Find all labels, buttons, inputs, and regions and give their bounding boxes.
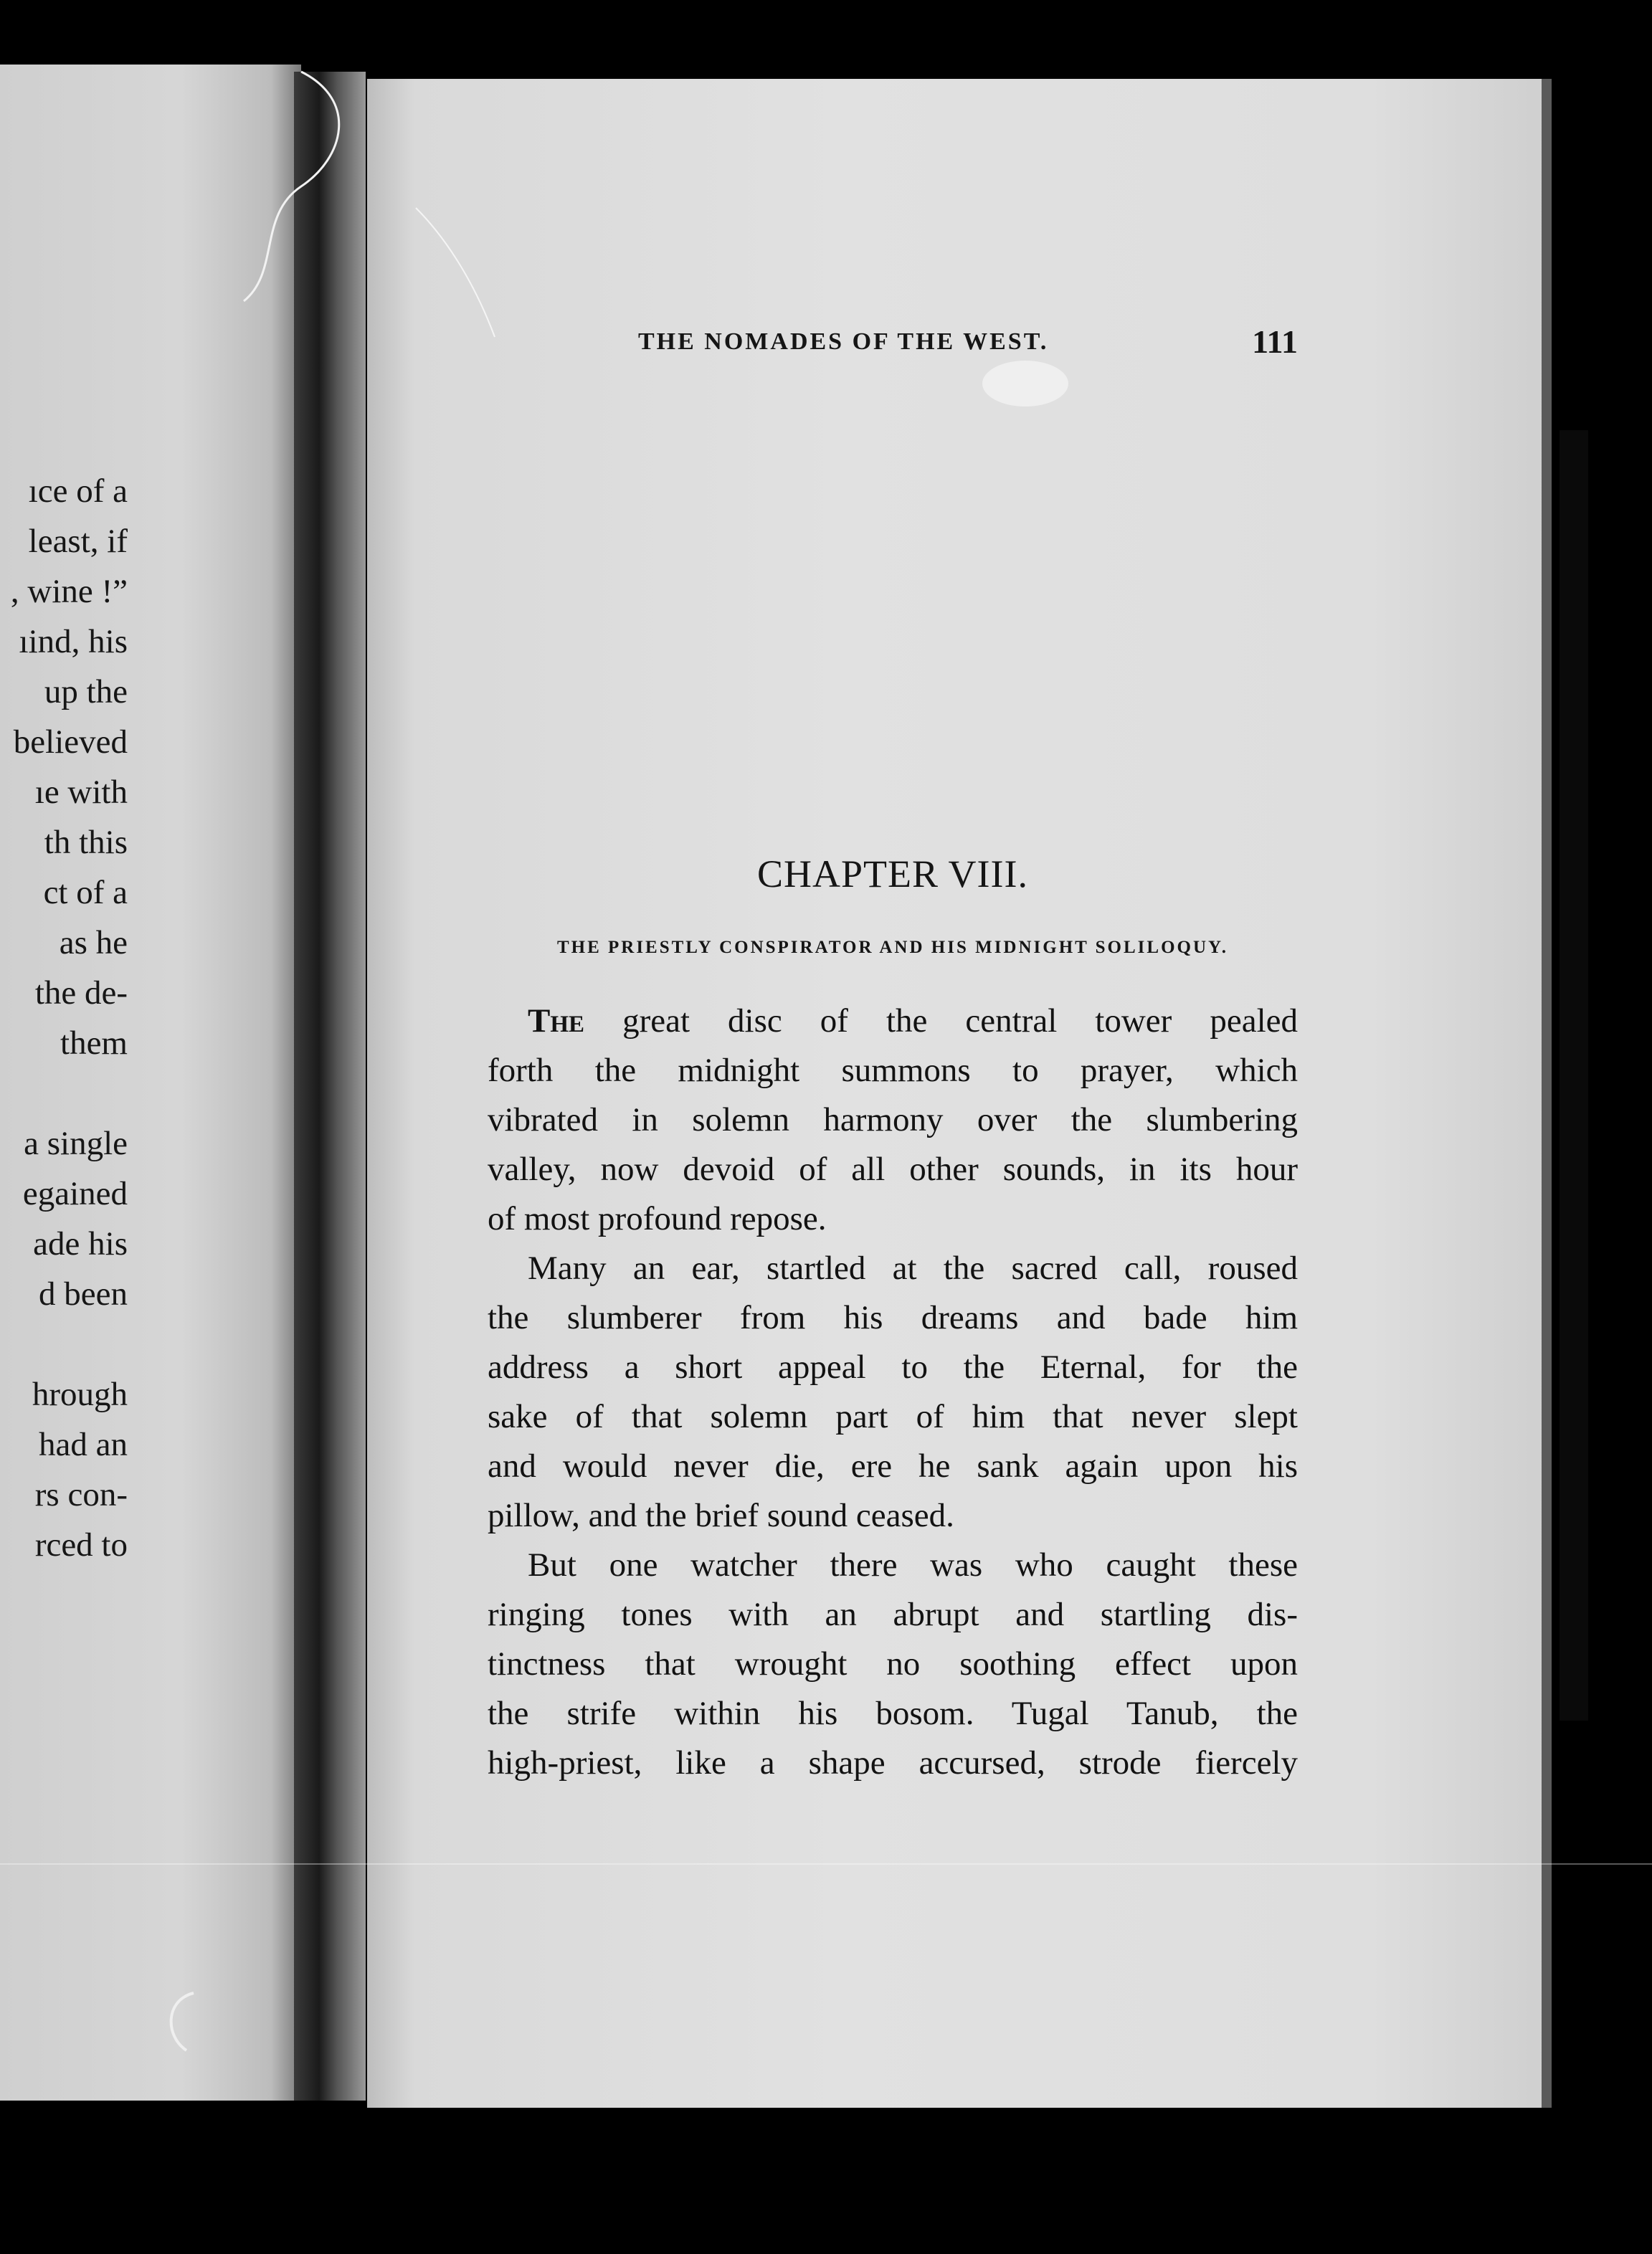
text-line: forth the midnight summons to prayer, which — [488, 1052, 1298, 1089]
running-title: THE NOMADES OF THE WEST. — [638, 328, 1049, 355]
left-line: ade his — [33, 1225, 128, 1262]
left-line: hrough — [32, 1376, 128, 1413]
text-line: of most profound repose. — [488, 1200, 827, 1237]
left-line: as he — [59, 924, 128, 961]
left-line: ıind, his — [19, 623, 128, 660]
text-line: high-priest, like a shape accursed, strode fiercely — [488, 1744, 1298, 1782]
chapter-subtitle: THE PRIESTLY CONSPIRATOR AND HIS MIDNIGHT SOLILOQUY. — [556, 938, 1229, 957]
left-line: them — [60, 1024, 128, 1062]
left-line: th this — [44, 824, 128, 861]
left-line-gap — [0, 1319, 128, 1369]
left-line: had an — [39, 1426, 128, 1463]
text-line: ringing tones with an abrupt and startling dis- — [488, 1596, 1298, 1633]
text-line — [488, 997, 1298, 1046]
left-line: egained — [22, 1175, 128, 1212]
paragraph — [488, 1244, 1298, 1541]
text-line: vibrated in solemn harmony over the slumbering — [488, 1101, 1298, 1138]
left-line: ct of a — [43, 874, 128, 911]
text-line: address a short appeal to the Eternal, for the — [488, 1349, 1298, 1386]
text-line: sake of that solemn part of him that never slept — [488, 1398, 1298, 1435]
text-line: the slumberer from his dreams and bade him — [488, 1299, 1298, 1336]
page-number: 111 — [1252, 323, 1298, 360]
left-line: , wine !” — [10, 573, 128, 610]
paragraph — [488, 1541, 1298, 1788]
paragraph — [488, 997, 1298, 1244]
page-edge-shadow — [1542, 79, 1552, 2108]
left-facing-page — [0, 65, 301, 2101]
left-line-gap — [0, 1068, 128, 1118]
left-page-text — [0, 466, 128, 1570]
left-line: rs con- — [34, 1476, 128, 1513]
text-line: the strife within his bosom. Tugal Tanub, the — [488, 1695, 1298, 1732]
text-line: and would never die, ere he sank again upon his — [488, 1447, 1298, 1485]
text-line: valley, now devoid of all other sounds, in its hour — [488, 1151, 1298, 1188]
left-line: believed — [13, 723, 128, 761]
text-line: But one watcher there was who caught these — [528, 1546, 1298, 1584]
book-gutter — [294, 72, 366, 2101]
chapter-title: CHAPTER VIII. — [756, 852, 1028, 895]
chapter-body — [488, 997, 1298, 1788]
drop-lead-word: The — [528, 1002, 585, 1040]
left-line: least, if — [28, 523, 128, 560]
left-line: the de- — [34, 974, 128, 1012]
edge-shadow — [1560, 430, 1588, 1721]
left-line: rced to — [34, 1526, 128, 1564]
left-line: d been — [39, 1275, 128, 1313]
text-line: pillow, and the brief sound ceased. — [488, 1497, 954, 1534]
text-line-rest: great disc of the central tower pealed — [584, 1002, 1298, 1040]
left-line: up the — [44, 673, 128, 710]
left-line: ıce of a — [28, 472, 128, 510]
text-line: tinctness that wrought no soothing effect upon — [488, 1645, 1298, 1683]
left-line: ıe with — [34, 774, 128, 811]
left-line: a single — [24, 1125, 128, 1162]
text-line: Many an ear, startled at the sacred call, roused — [528, 1250, 1298, 1287]
